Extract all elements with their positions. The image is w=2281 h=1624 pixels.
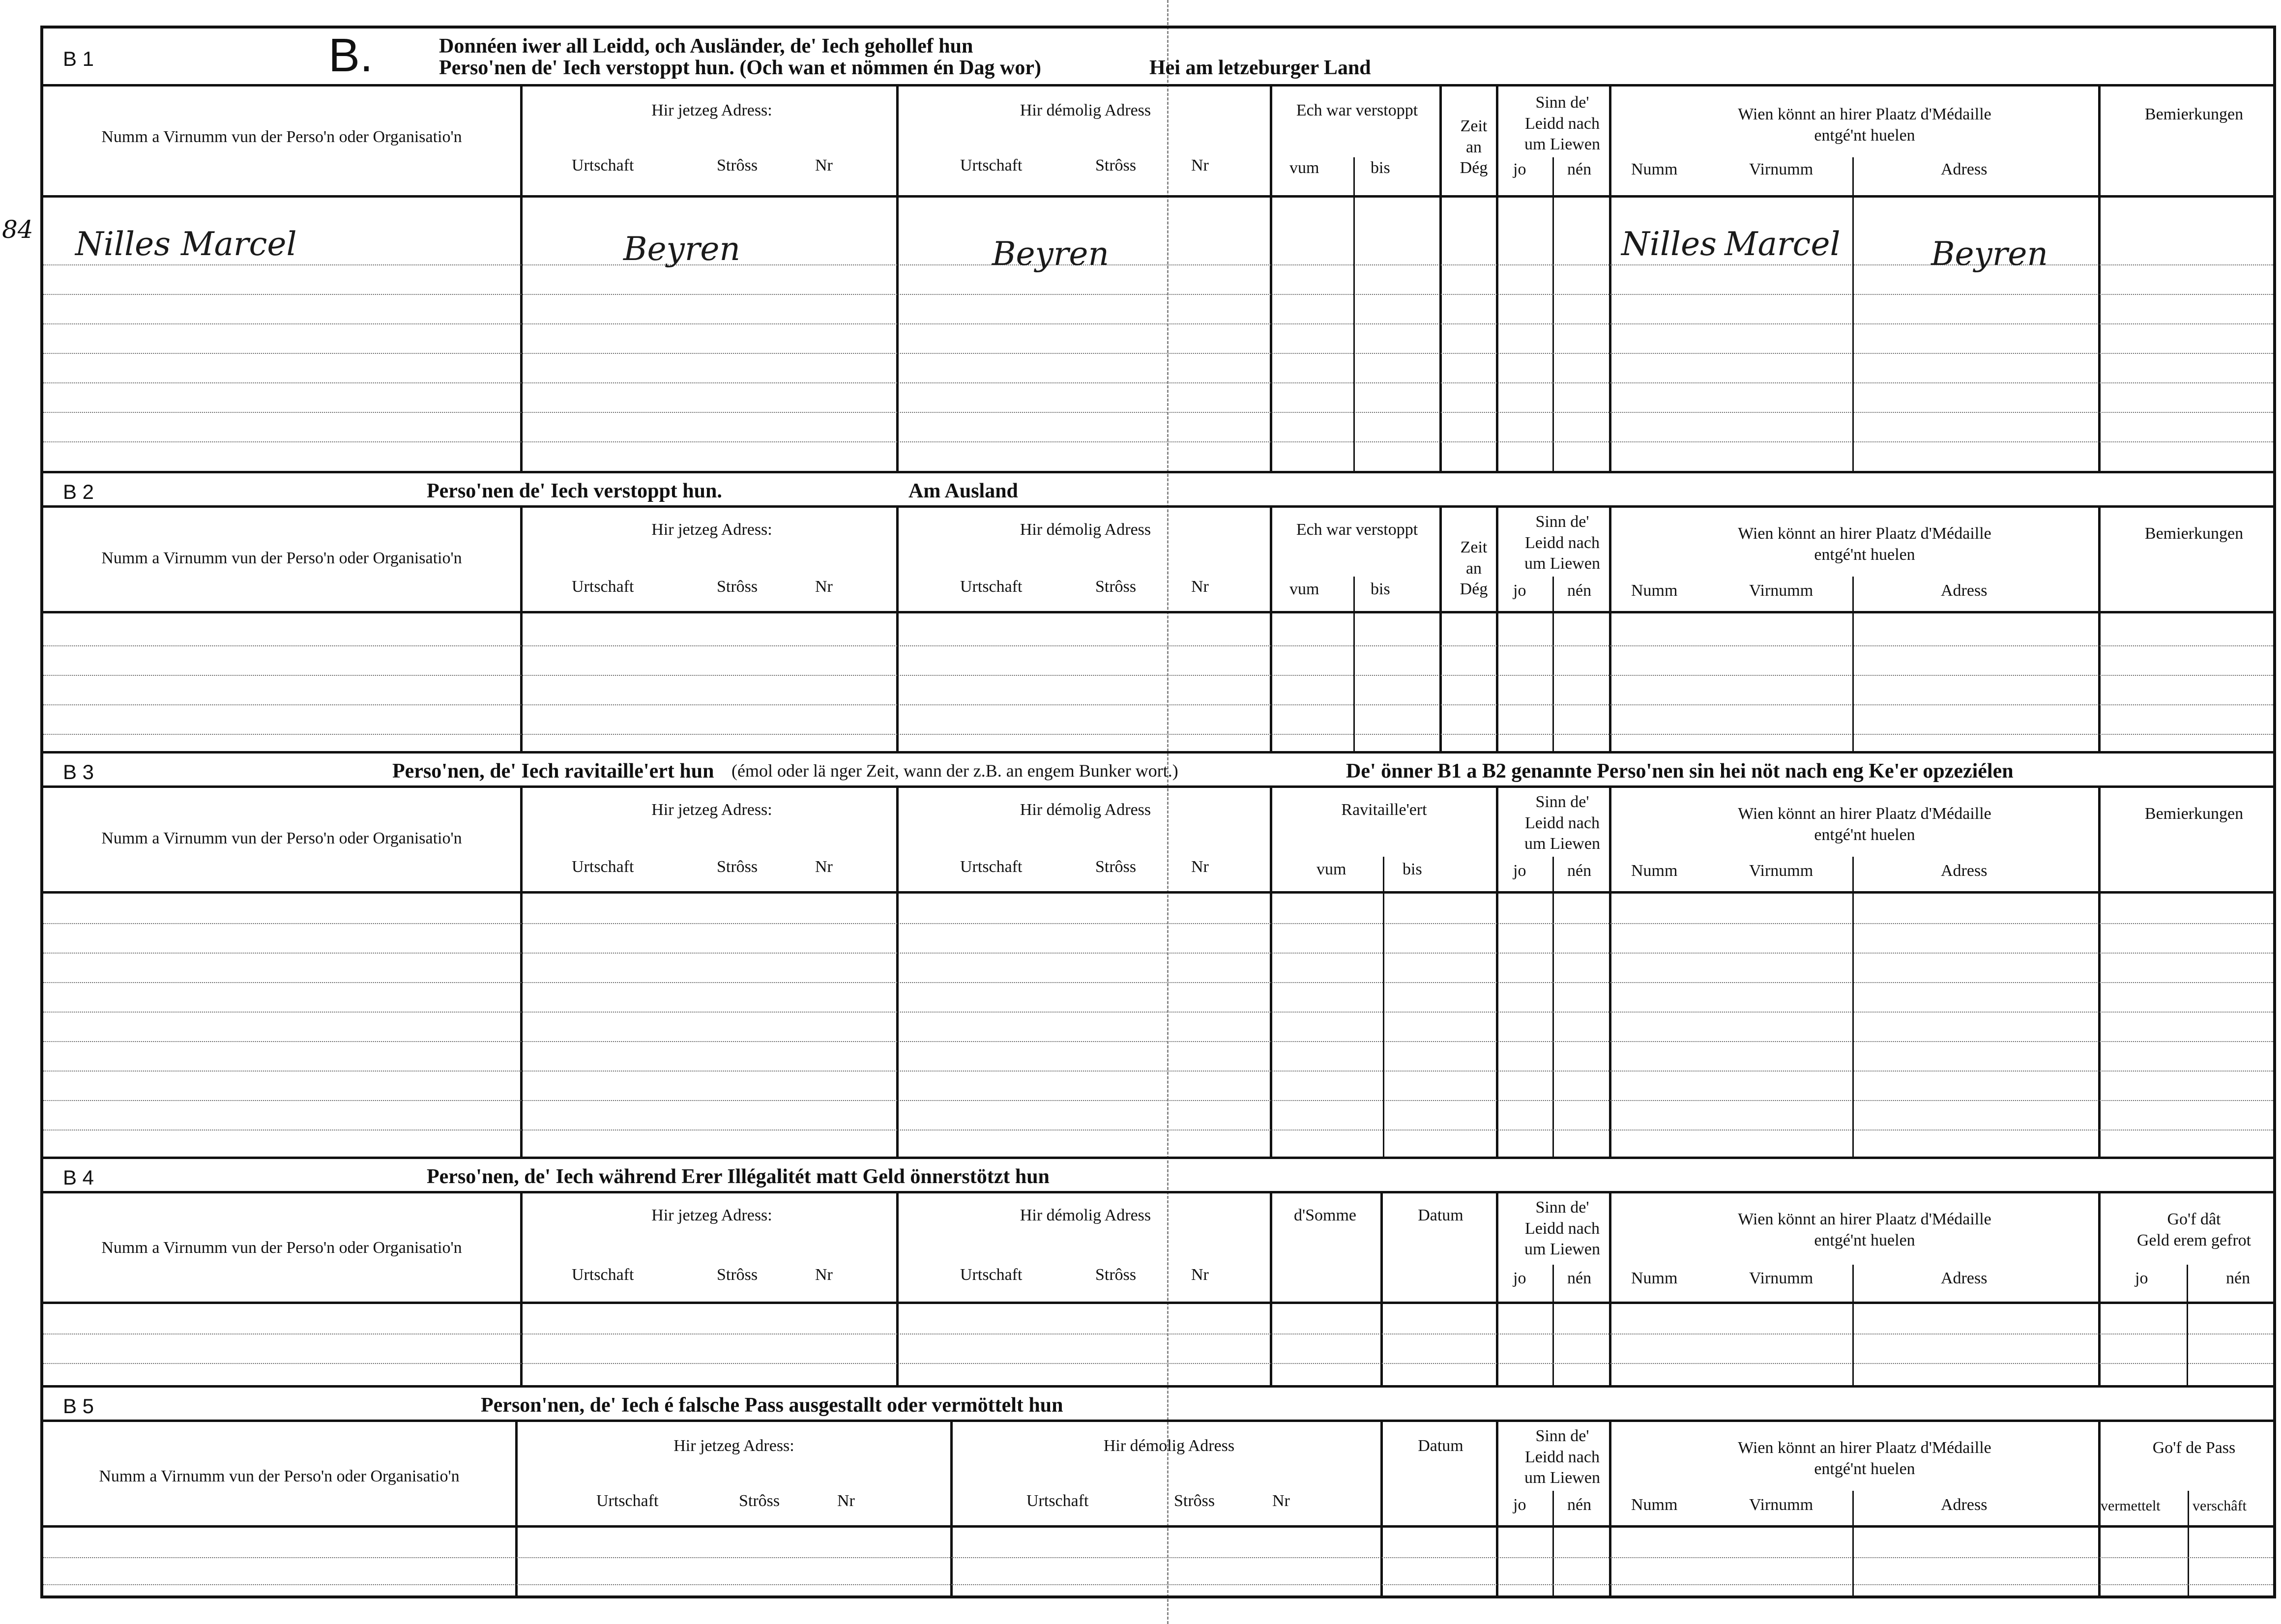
header-name: Numm a Virnumm vun der Perso'n oder Organisatio'n — [101, 549, 462, 567]
header-name: Numm a Virnumm vun der Perso'n oder Organisatio'n — [101, 128, 462, 146]
header-firstname: Virnumm — [1749, 862, 1813, 880]
header-yes: jo — [1513, 1496, 1526, 1514]
header-firstname: Virnumm — [1749, 1496, 1813, 1514]
header-street: Strôss — [1095, 156, 1137, 174]
header-remarks: Bemierkungen — [2144, 524, 2244, 543]
section-code: B 1 — [63, 47, 94, 70]
section-code: B 3 — [63, 760, 94, 783]
header-previous-address: Hir démolig Adress — [1103, 1437, 1235, 1455]
entry-name: Nilles Marcel — [75, 225, 297, 263]
column-header-row — [43, 87, 2273, 198]
header-nr: Nr — [1191, 858, 1209, 876]
section-b2 — [43, 471, 2273, 751]
header-street: Strôss — [717, 1266, 758, 1284]
entry-previous-town: Beyren — [992, 235, 1109, 273]
header-street: Strôss — [717, 578, 758, 596]
header-name: Numm a Virnumm vun der Perso'n oder Organisatio'n — [99, 1467, 460, 1485]
header-nr: Nr — [1272, 1492, 1290, 1510]
header-nr: Nr — [1191, 1266, 1209, 1284]
header-street: Strôss — [1095, 858, 1137, 876]
header-street: Strôss — [1095, 578, 1137, 596]
header-days: Zeit an Dég — [1460, 538, 1488, 598]
section-letter: B. — [328, 29, 373, 82]
header-street: Strôss — [1095, 1266, 1137, 1284]
header-street: Strôss — [717, 858, 758, 876]
header-hidden: Ech war verstoppt — [1296, 521, 1418, 539]
header-remarks: Bemierkungen — [2144, 805, 2244, 823]
header-date: Datum — [1418, 1437, 1463, 1455]
section-title-mid: (émol oder lä nger Zeit, wann der z.B. an engem Bunker wort.) — [731, 761, 1178, 781]
header-from: vum — [1316, 860, 1346, 878]
header-from: vum — [1289, 580, 1319, 598]
section-code: B 5 — [63, 1394, 94, 1418]
section-b3 — [43, 751, 2273, 1157]
header-medal: Wien könnt an hirer Plaatz d'Médaille entgé'nt huelen — [1738, 1210, 1991, 1249]
header-street: Strôss — [717, 156, 758, 174]
header-address: Adress — [1941, 160, 1988, 178]
header-medal: Wien könnt an hirer Plaatz d'Médaille entgé'nt huelen — [1738, 805, 1991, 844]
header-town: Urtschaft — [960, 156, 1023, 174]
header-amount: d'Somme — [1293, 1206, 1357, 1224]
header-no: nén — [1567, 1496, 1592, 1514]
header-surname: Numm — [1631, 160, 1678, 178]
column-header-row — [43, 1193, 2273, 1304]
header-yes: jo — [1513, 1269, 1526, 1287]
section-title: Perso'nen, de' Iech ravitaille'ert hun — [392, 760, 714, 783]
header-mediated: vermettelt — [2101, 1498, 2161, 1514]
header-supplied: Ravitaille'ert — [1341, 801, 1427, 819]
margin-number: 84 — [2, 215, 33, 244]
header-town: Urtschaft — [572, 858, 634, 876]
header-town: Urtschaft — [572, 156, 634, 174]
header-hidden: Ech war verstoppt — [1296, 101, 1418, 119]
header-previous-address: Hir démolig Adress — [1020, 101, 1151, 119]
section-b4-header — [43, 1159, 2273, 1193]
header-days: Zeit an Dég — [1460, 117, 1488, 177]
column-header-row — [43, 788, 2273, 894]
header-current-address: Hir jetzeg Adress: — [651, 521, 772, 539]
section-code: B 4 — [63, 1166, 94, 1189]
header-previous-address: Hir démolig Adress — [1020, 1206, 1151, 1224]
header-passport: Go'f de Pass — [2152, 1439, 2236, 1457]
header-surname: Numm — [1631, 862, 1678, 880]
header-date: Datum — [1418, 1206, 1463, 1224]
column-header-row — [43, 508, 2273, 613]
header-yes: jo — [1513, 862, 1526, 880]
section-b1 — [43, 29, 2273, 471]
header-no: nén — [1567, 862, 1592, 880]
header-yes: jo — [1513, 581, 1526, 600]
section-title-right: Hei am letzeburger Land — [1149, 57, 1371, 79]
section-b2-header — [43, 473, 2273, 508]
section-b3-header — [43, 754, 2273, 788]
header-town: Urtschaft — [960, 1266, 1023, 1284]
header-survived: Sinn de' Leidd nach um Liewen — [1524, 513, 1600, 573]
header-address: Adress — [1941, 862, 1988, 880]
header-no: nén — [1567, 160, 1592, 178]
header-until: bis — [1371, 159, 1390, 177]
header-nr: Nr — [815, 578, 833, 596]
header-nr: Nr — [837, 1492, 855, 1510]
header-town: Urtschaft — [572, 578, 634, 596]
header-firstname: Virnumm — [1749, 1269, 1813, 1287]
header-surname: Numm — [1631, 1496, 1678, 1514]
header-current-address: Hir jetzeg Adress: — [651, 101, 772, 119]
header-previous-address: Hir démolig Adress — [1020, 521, 1151, 539]
entry-medal-address: Beyren — [1931, 235, 2048, 273]
header-town: Urtschaft — [1026, 1492, 1089, 1510]
header-firstname: Virnumm — [1749, 581, 1813, 600]
header-survived: Sinn de' Leidd nach um Liewen — [1524, 793, 1600, 853]
header-name: Numm a Virnumm vun der Perso'n oder Organisatio'n — [101, 829, 462, 847]
header-current-address: Hir jetzeg Adress: — [651, 1206, 772, 1224]
header-previous-address: Hir démolig Adress — [1020, 801, 1151, 819]
entry-current-town: Beyren — [623, 230, 740, 268]
section-b4 — [43, 1157, 2273, 1385]
section-title-line1: Donnéen iwer all Leidd, och Ausländer, de' Iech gehollef hun — [439, 35, 973, 58]
column-header-row — [43, 1422, 2273, 1528]
header-medal: Wien könnt an hirer Plaatz d'Médaille entgé'nt huelen — [1738, 105, 1991, 145]
header-remarks: Bemierkungen — [2144, 105, 2244, 123]
section-b1-header — [43, 29, 2273, 87]
header-town: Urtschaft — [960, 858, 1023, 876]
section-title-right: Am Ausland — [908, 480, 1018, 502]
header-until: bis — [1371, 580, 1390, 598]
section-title: Perso'nen de' Iech verstoppt hun. — [427, 480, 722, 502]
section-title: Perso'nen, de' Iech während Erer Illégalitét matt Geld önnerstötzt hun — [427, 1165, 1050, 1188]
header-nr: Nr — [1191, 578, 1209, 596]
header-nr: Nr — [815, 858, 833, 876]
header-current-address: Hir jetzeg Adress: — [673, 1437, 794, 1455]
header-firstname: Virnumm — [1749, 160, 1813, 178]
entry-medal-name: Nilles — [1621, 225, 1717, 263]
header-medal: Wien könnt an hirer Plaatz d'Médaille entgé'nt huelen — [1738, 1439, 1991, 1478]
section-code: B 2 — [63, 480, 94, 503]
header-address: Adress — [1941, 1269, 1988, 1287]
header-nr: Nr — [815, 156, 833, 174]
header-survived: Sinn de' Leidd nach um Liewen — [1524, 1427, 1600, 1487]
section-b5 — [43, 1385, 2273, 1595]
header-no: nén — [1567, 581, 1592, 600]
header-street: Strôss — [739, 1492, 780, 1510]
header-money-returned: Go'f dât Geld erem gefrot — [2136, 1210, 2252, 1249]
entry-medal-firstname: Marcel — [1725, 225, 1841, 263]
header-address: Adress — [1941, 1496, 1988, 1514]
header-until: bis — [1403, 860, 1422, 878]
header-current-address: Hir jetzeg Adress: — [651, 801, 772, 819]
section-b5-header — [43, 1388, 2273, 1422]
header-nr: Nr — [815, 1266, 833, 1284]
header-name: Numm a Virnumm vun der Perso'n oder Organisatio'n — [101, 1239, 462, 1257]
header-yes: jo — [1513, 160, 1526, 178]
section-title: Person'nen, de' Iech é falsche Pass ausgestallt oder vermöttelt hun — [481, 1394, 1063, 1417]
header-town: Urtschaft — [960, 578, 1023, 596]
section-title-right: De' önner B1 a B2 genannte Perso'nen sin hei nöt nach eng Ke'er opzeziélen — [1346, 760, 2014, 783]
header-no: nén — [1567, 1269, 1592, 1287]
header-surname: Numm — [1631, 1269, 1678, 1287]
header-medal: Wien könnt an hirer Plaatz d'Médaille entgé'nt huelen — [1738, 524, 1991, 564]
questionnaire-form — [40, 26, 2276, 1598]
header-street: Strôss — [1174, 1492, 1215, 1510]
header-surname: Numm — [1631, 581, 1678, 600]
header-town: Urtschaft — [572, 1266, 634, 1284]
header-survived: Sinn de' Leidd nach um Liewen — [1524, 93, 1600, 153]
header-procured: verschâft — [2193, 1498, 2247, 1514]
header-address: Adress — [1941, 581, 1988, 600]
header-no: nén — [2226, 1269, 2251, 1287]
header-yes: jo — [2135, 1269, 2148, 1287]
section-title-line2: Perso'nen de' Iech verstoppt hun. (Och wan et nömmen én Dag wor) — [439, 57, 1041, 79]
header-nr: Nr — [1191, 156, 1209, 174]
header-from: vum — [1289, 159, 1319, 177]
header-town: Urtschaft — [596, 1492, 659, 1510]
header-survived: Sinn de' Leidd nach um Liewen — [1524, 1198, 1600, 1258]
